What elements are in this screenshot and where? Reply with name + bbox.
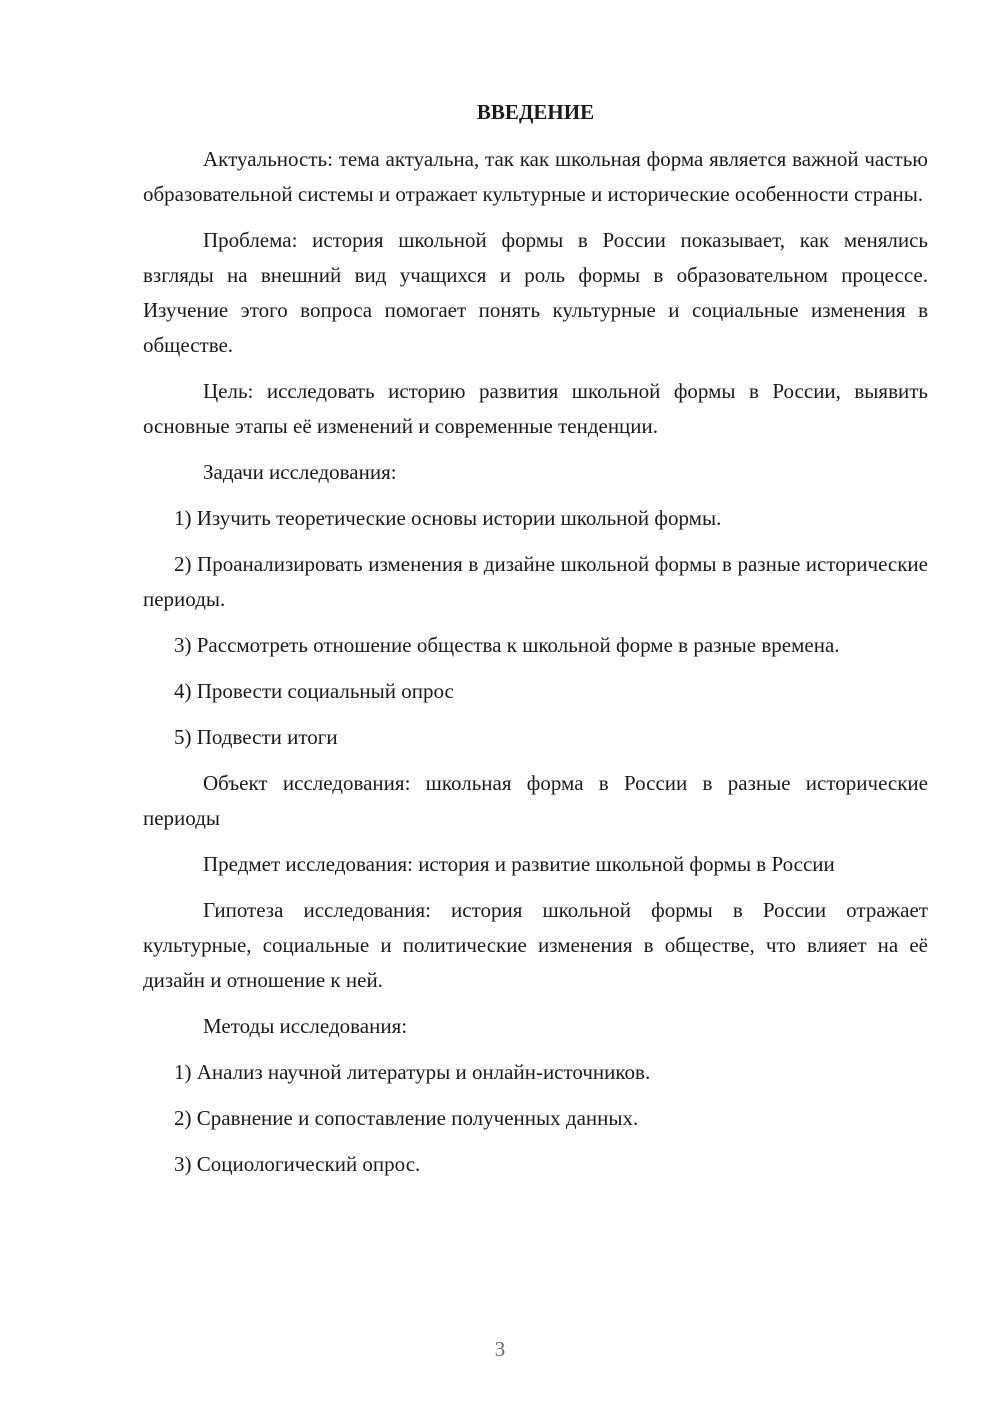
- page-number: 3: [494, 1337, 506, 1361]
- paragraph-tasks-heading: Задачи исследования:: [203, 460, 397, 484]
- paragraph-relevance: Актуальность: тема актуальна, так как школьная форма является важной частью образовательной системы и отражает культурные и исторические особенности страны.: [143, 147, 928, 206]
- list-item-method-2: 2) Сравнение и сопоставление полученных данных.: [174, 1106, 639, 1130]
- paragraph-methods-heading: Методы исследования:: [203, 1014, 408, 1038]
- paragraph-goal: Цель: исследовать историю развития школьной формы в России, выявить основные этапы её изменений и современные тенденции.: [143, 379, 928, 438]
- list-item-method-3: 3) Социологический опрос.: [174, 1152, 421, 1176]
- list-item-task-4: 4) Провести социальный опрос: [174, 679, 454, 703]
- paragraph-hypothesis: Гипотеза исследования: история школьной формы в России отражает культурные, социальные и политические изменения в обществе, что влияет на её дизайн и отношение к ней.: [143, 898, 928, 992]
- list-item-task-1: 1) Изучить теоретические основы истории школьной формы.: [174, 506, 722, 530]
- paragraph-object: Объект исследования: школьная форма в России в разные исторические периоды: [143, 771, 928, 830]
- paragraph-subject: Предмет исследования: история и развитие школьной формы в России: [203, 852, 835, 876]
- list-item-method-1: 1) Анализ научной литературы и онлайн-источников.: [174, 1060, 651, 1084]
- page-content: [143, 95, 928, 1193]
- paragraph-problem: Проблема: история школьной формы в России показывает, как менялись взгляды на внешний вид учащихся и роль формы в образовательном процессе. Изучение этого вопроса помогает понять культурные и социальные изменения в обществе.: [143, 228, 928, 357]
- page-title: ВВЕДЕНИЕ: [476, 100, 595, 124]
- list-item-task-5: 5) Подвести итоги: [174, 725, 338, 749]
- list-item-task-3: 3) Рассмотреть отношение общества к школьной форме в разные времена.: [174, 633, 840, 657]
- list-item-task-2: 2) Проанализировать изменения в дизайне школьной формы в разные исторические периоды.: [143, 552, 928, 611]
